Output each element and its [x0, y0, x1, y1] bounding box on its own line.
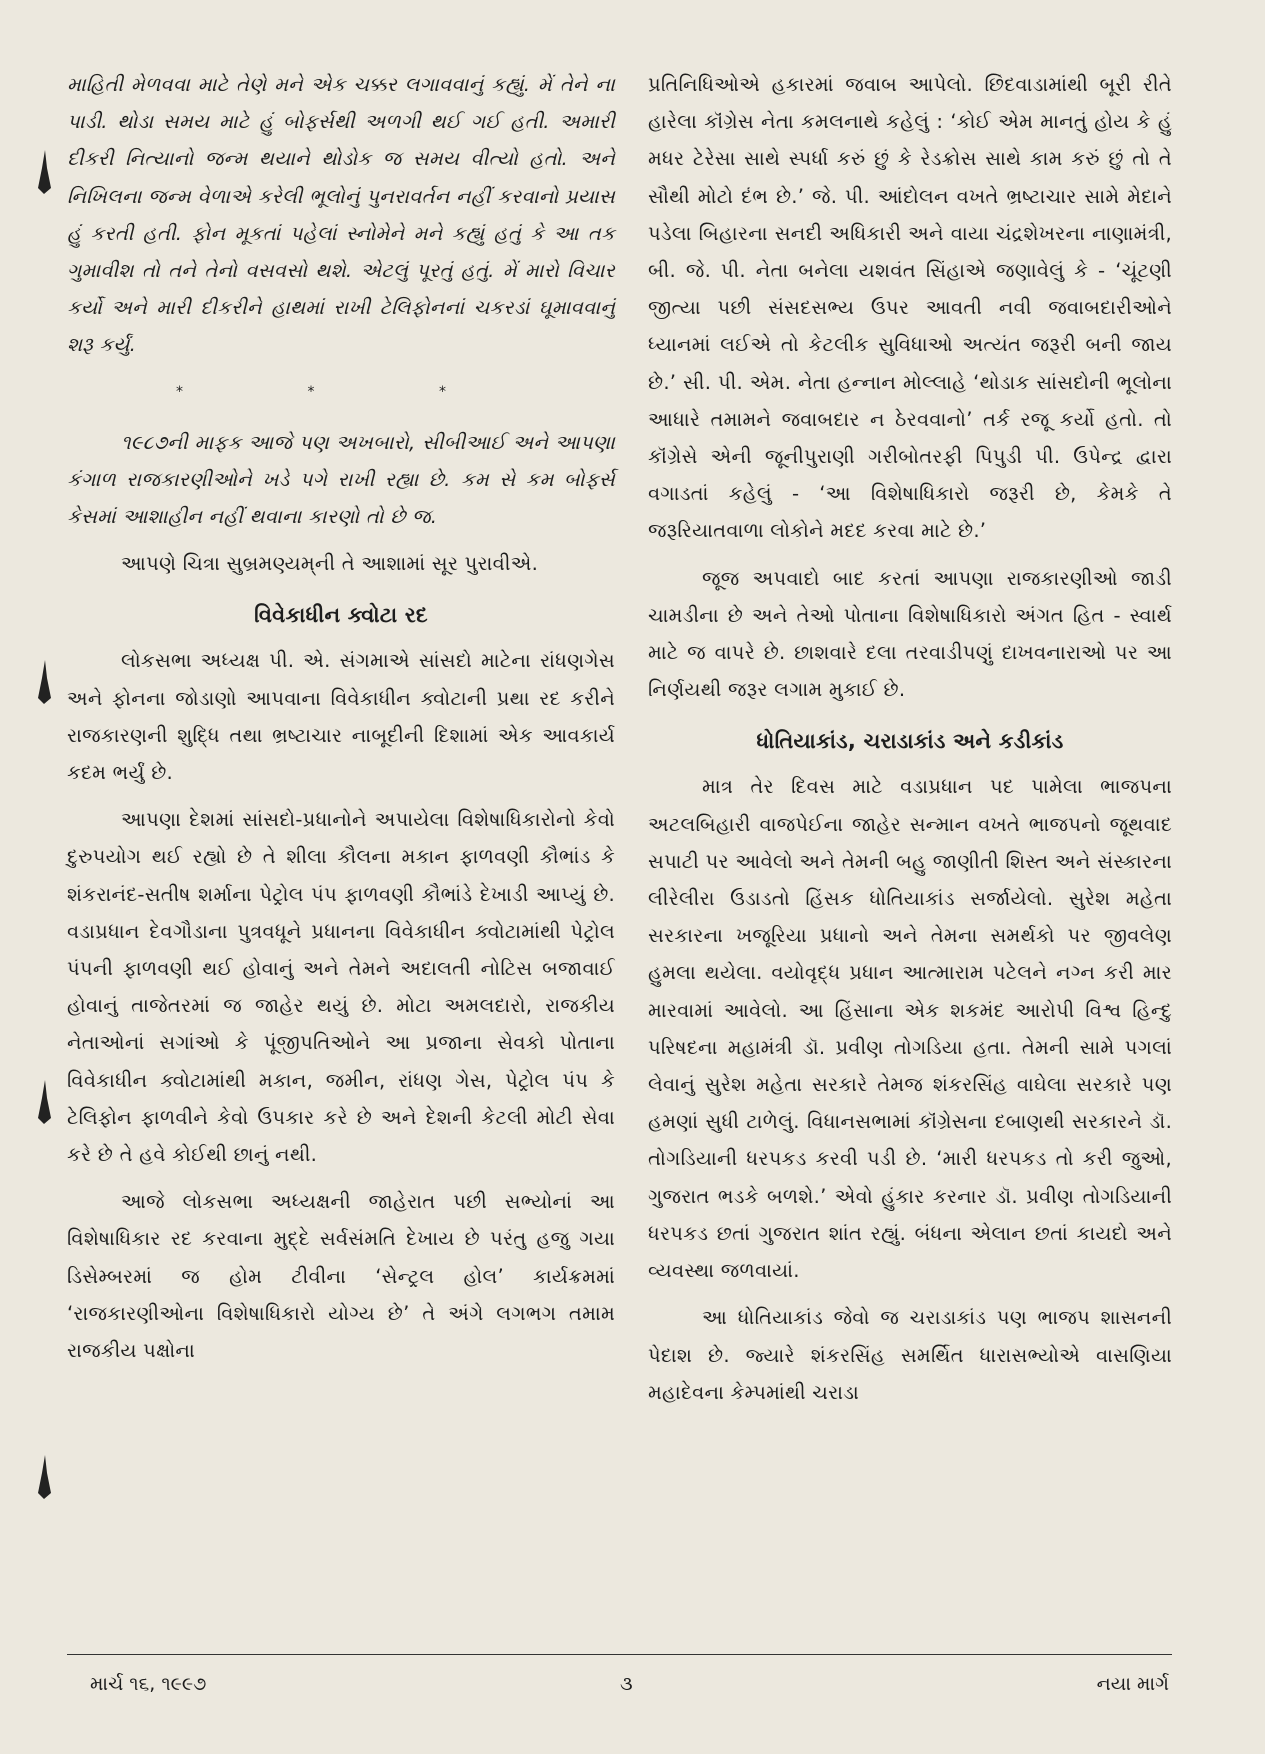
paragraph: લોકસભા અધ્યક્ષ પી. એ. સંગમાએ સાંસદો માટેના રાંધણગેસ અને ફોનના જોડાણો આપવાના વિવેકાધીન ક્વોટાની પ્રથા રદ કરીને રાજકારણની શુદ્ધિ તથા ભ્રષ્ટાચાર નાબૂદીની દિશામાં એક આવકાર્ય કદમ ભર્યું છે.: [67, 649, 615, 785]
page-number: ૩: [620, 1673, 633, 1695]
binding-hole-mark: [36, 660, 52, 706]
binding-hole-mark: [36, 150, 52, 196]
footer-divider: [67, 1654, 1172, 1655]
binding-hole-mark: [36, 1080, 52, 1126]
paragraph: માહિતી મેળવવા માટે તેણે મને એક ચક્કર લગાવવાનું કહ્યું. મેં તેને ના પાડી. થોડા સમય માટે હું બોફર્સથી અળગી થઈ ગઈ હતી. અમારી દીકરી નિત્યાનો જન્મ થયાને થોડોક જ સમય વીત્યો હતો. અને નિખિલના જન્મ વેળાએ કરેલી ભૂલોનું પુનરાવર્તન નહીં કરવાનો પ્રયાસ હું કરતી હતી. ફોન મૂકતાં પહેલાં સ્નોમેને મને કહ્યું હતું કે આ તક ગુમાવીશ તો તને તેનો વસવસો થશે. એટલું પૂરતું હતું. મેં મારો વિચાર કર્યો અને મારી દીકરીને હાથમાં રાખી ટેલિફોનનાં ચકરડાં ઘૂમાવવાનું શરૂ કર્યું.: [67, 73, 615, 357]
publication-name: નયા માર્ગ: [1096, 1673, 1169, 1695]
paragraph: આપણા દેશમાં સાંસદો-પ્રધાનોને અપાયેલા વિશેષાધિકારોનો કેવો દુરુપયોગ થઈ રહ્યો છે તે શીલા કૌલના મકાન ફાળવણી કૌભાંડ કે શંકરાનંદ-સતીષ શર્માના પેટ્રોલ પંપ ફાળવણી કૌભાંડે દેખાડી આપ્યું છે. વડાપ્રધાન દેવગૌડાના પુત્રવધૂને પ્રધાનના વિવેકાધીન ક્વોટામાંથી પેટ્રોલ પંપની ફાળવણી થઈ હોવાનું અને તેમને અદાલતી નોટિસ બજાવાઈ હોવાનું તાજેતરમાં જ જાહેર થયું છે. મોટા અમલદારો, રાજકીય નેતાઓનાં સગાંઓ કે પૂંજીપતિઓને આ પ્રજાના સેવકો પોતાના વિવેકાધીન ક્વોટામાંથી મકાન, જમીન, રાંધણ ગેસ, પેટ્રોલ પંપ કે ટેલિફોન ફાળવીને કેવો ઉપકાર કરે છે અને દેશની કેટલી મોટી સેવા કરે છે તે હવે કોઈથી છાનું નથી.: [67, 808, 615, 1167]
paragraph: આપણે ચિત્રા સુબ્રમણ્યમ્‌ની તે આશામાં સૂર પુરાવીએ.: [121, 552, 538, 576]
section-heading: ધોતિયાકાંડ, ચરાડાકાંડ અને કડીકાંડ: [756, 729, 1064, 754]
left-column: [67, 66, 615, 1369]
paragraph: જૂજ અપવાદો બાદ કરતાં આપણા રાજકારણીઓ જાડી ચામડીના છે અને તેઓ પોતાના વિશેષાધિકારો અંગત હિત - સ્વાર્થ માટે જ વાપરે છે. છાશવારે દલા તરવાડીપણું દાખવનારાઓ પર આ નિર્ણયથી જરૂર લગામ મુકાઈ છે.: [648, 566, 1172, 702]
section-heading: વિવેકાધીન ક્વોટા રદ: [254, 603, 428, 628]
paragraph: આ ધોતિયાકાંડ જેવો જ ચરાડાકાંડ પણ ભાજપ શાસનની પેદાશ છે. જ્યારે શંકરસિંહ સમર્થિત ધારાસભ્યોએ વાસણિયા મહાદેવના કેમ્પમાંથી ચરાડા: [648, 1306, 1172, 1404]
paragraph: ૧૯૮૭ની માફક આજે પણ અખબારો, સીબીઆઈ અને આપણા કંગાળ રાજકારણીઓને ખડે પગે રાખી રહ્યા છે. કમ સે કમ બોફર્સ કેસમાં આશાહીન નહીં થવાના કારણો તો છે જ.: [67, 430, 615, 529]
paragraph: આજે લોકસભા અધ્યક્ષની જાહેરાત પછી સભ્યોનાં આ વિશેષાધિકાર રદ કરવાના મુદ્દે સર્વસંમતિ દેખાય છે પરંતુ હજુ ગયા ડિસેમ્બરમાં જ હોમ ટીવીના ‘સેન્ટ્રલ હોલ’ કાર્યક્રમમાં ‘રાજકારણીઓના વિશેષાધિકારો યોગ્ય છે’ તે અંગે લગભગ તમામ રાજકીય પક્ષોના: [67, 1190, 615, 1363]
paragraph: માત્ર તેર દિવસ માટે વડાપ્રધાન પદ પામેલા ભાજપના અટલબિહારી વાજપેઈના જાહેર સન્માન વખતે ભાજપનો જૂથવાદ સપાટી પર આવેલો અને તેમની બહુ જાણીતી શિસ્ત અને સંસ્કારના લીરેલીરા ઉડાડતો હિંસક ધોતિયાકાંડ સર્જાયેલો. સુરેશ મહેતા સરકારના ખજૂરિયા પ્રધાનો અને તેમના સમર્થકો પર જીવલેણ હુમલા થયેલા. વયોવૃદ્ધ પ્રધાન આત્મારામ પટેલને નગ્ન કરી માર મારવામાં આવેલો. આ હિંસાના એક શકમંદ આરોપી વિશ્વ હિન્દુ પરિષદના મહામંત્રી ડૉ. પ્રવીણ તોગડિયા હતા. તેમની સામે પગલાં લેવાનું સુરેશ મહેતા સરકારે તેમજ શંકરસિંહ વાઘેલા સરકારે પણ હમણાં સુધી ટાળેલું. વિધાનસભામાં કૉંગ્રેસના દબાણથી સરકારને ડૉ. તોગડિયાની ધરપકડ કરવી પડી છે. ‘મારી ધરપકડ તો કરી જુઓ, ગુજરાત ભડકે બળશે.’ એવો હુંકાર કરનાર ડૉ. પ્રવીણ તોગડિયાની ધરપકડ છતાં ગુજરાત શાંત રહ્યું. બંધના એલાન છતાં કાયદો અને વ્યવસ્થા જળવાયાં.: [648, 775, 1172, 1283]
section-separator: * * *: [176, 383, 506, 400]
right-column: [648, 66, 1172, 1411]
footer-date: માર્ચ ૧૬, ૧૯૯૭: [90, 1673, 207, 1695]
paragraph: પ્રતિનિધિઓએ હકારમાં જવાબ આપેલો. છિંદવાડામાંથી બૂરી રીતે હારેલા કૉંગ્રેસ નેતા કમલનાથે કહેલું : ‘કોઈ એમ માનતું હોય કે હું મધર ટેરેસા સાથે સ્પર્ધા કરું છું કે રેડક્રોસ સાથે કામ કરું છું તો તે સૌથી મોટો દંભ છે.’ જે. પી. આંદોલન વખતે ભ્રષ્ટાચાર સામે મેદાને પડેલા બિહારના સનદી અધિકારી અને વાયા ચંદ્રશેખરના નાણામંત્રી, બી. જે. પી. નેતા બનેલા યશવંત સિંહાએ જણાવેલું કે - ‘ચૂંટણી જીત્યા પછી સંસદસભ્ય ઉપર આવતી નવી જવાબદારીઓને ધ્યાનમાં લઈએ તો કેટલીક સુવિધાઓ અત્યંત જરૂરી બની જાય છે.’ સી. પી. એમ. નેતા હન્નાન મોલ્લાહે ‘થોડાક સાંસદોની ભૂલોના આધારે તમામને જવાબદાર ન ઠેરવવાનો’ તર્ક રજૂ કર્યો હતો. તો કૉંગ્રેસે એની જૂનીપુરાણી ગરીબોતરફી પિપુડી પી. ઉપેન્દ્ર દ્વારા વગાડતાં કહેલું - ‘આ વિશેષાધિકારો જરૂરી છે, કેમકે તે જરૂરિયાતવાળા લોકોને મદદ કરવા માટે છે.’: [648, 73, 1172, 543]
binding-hole-mark: [36, 1455, 52, 1501]
